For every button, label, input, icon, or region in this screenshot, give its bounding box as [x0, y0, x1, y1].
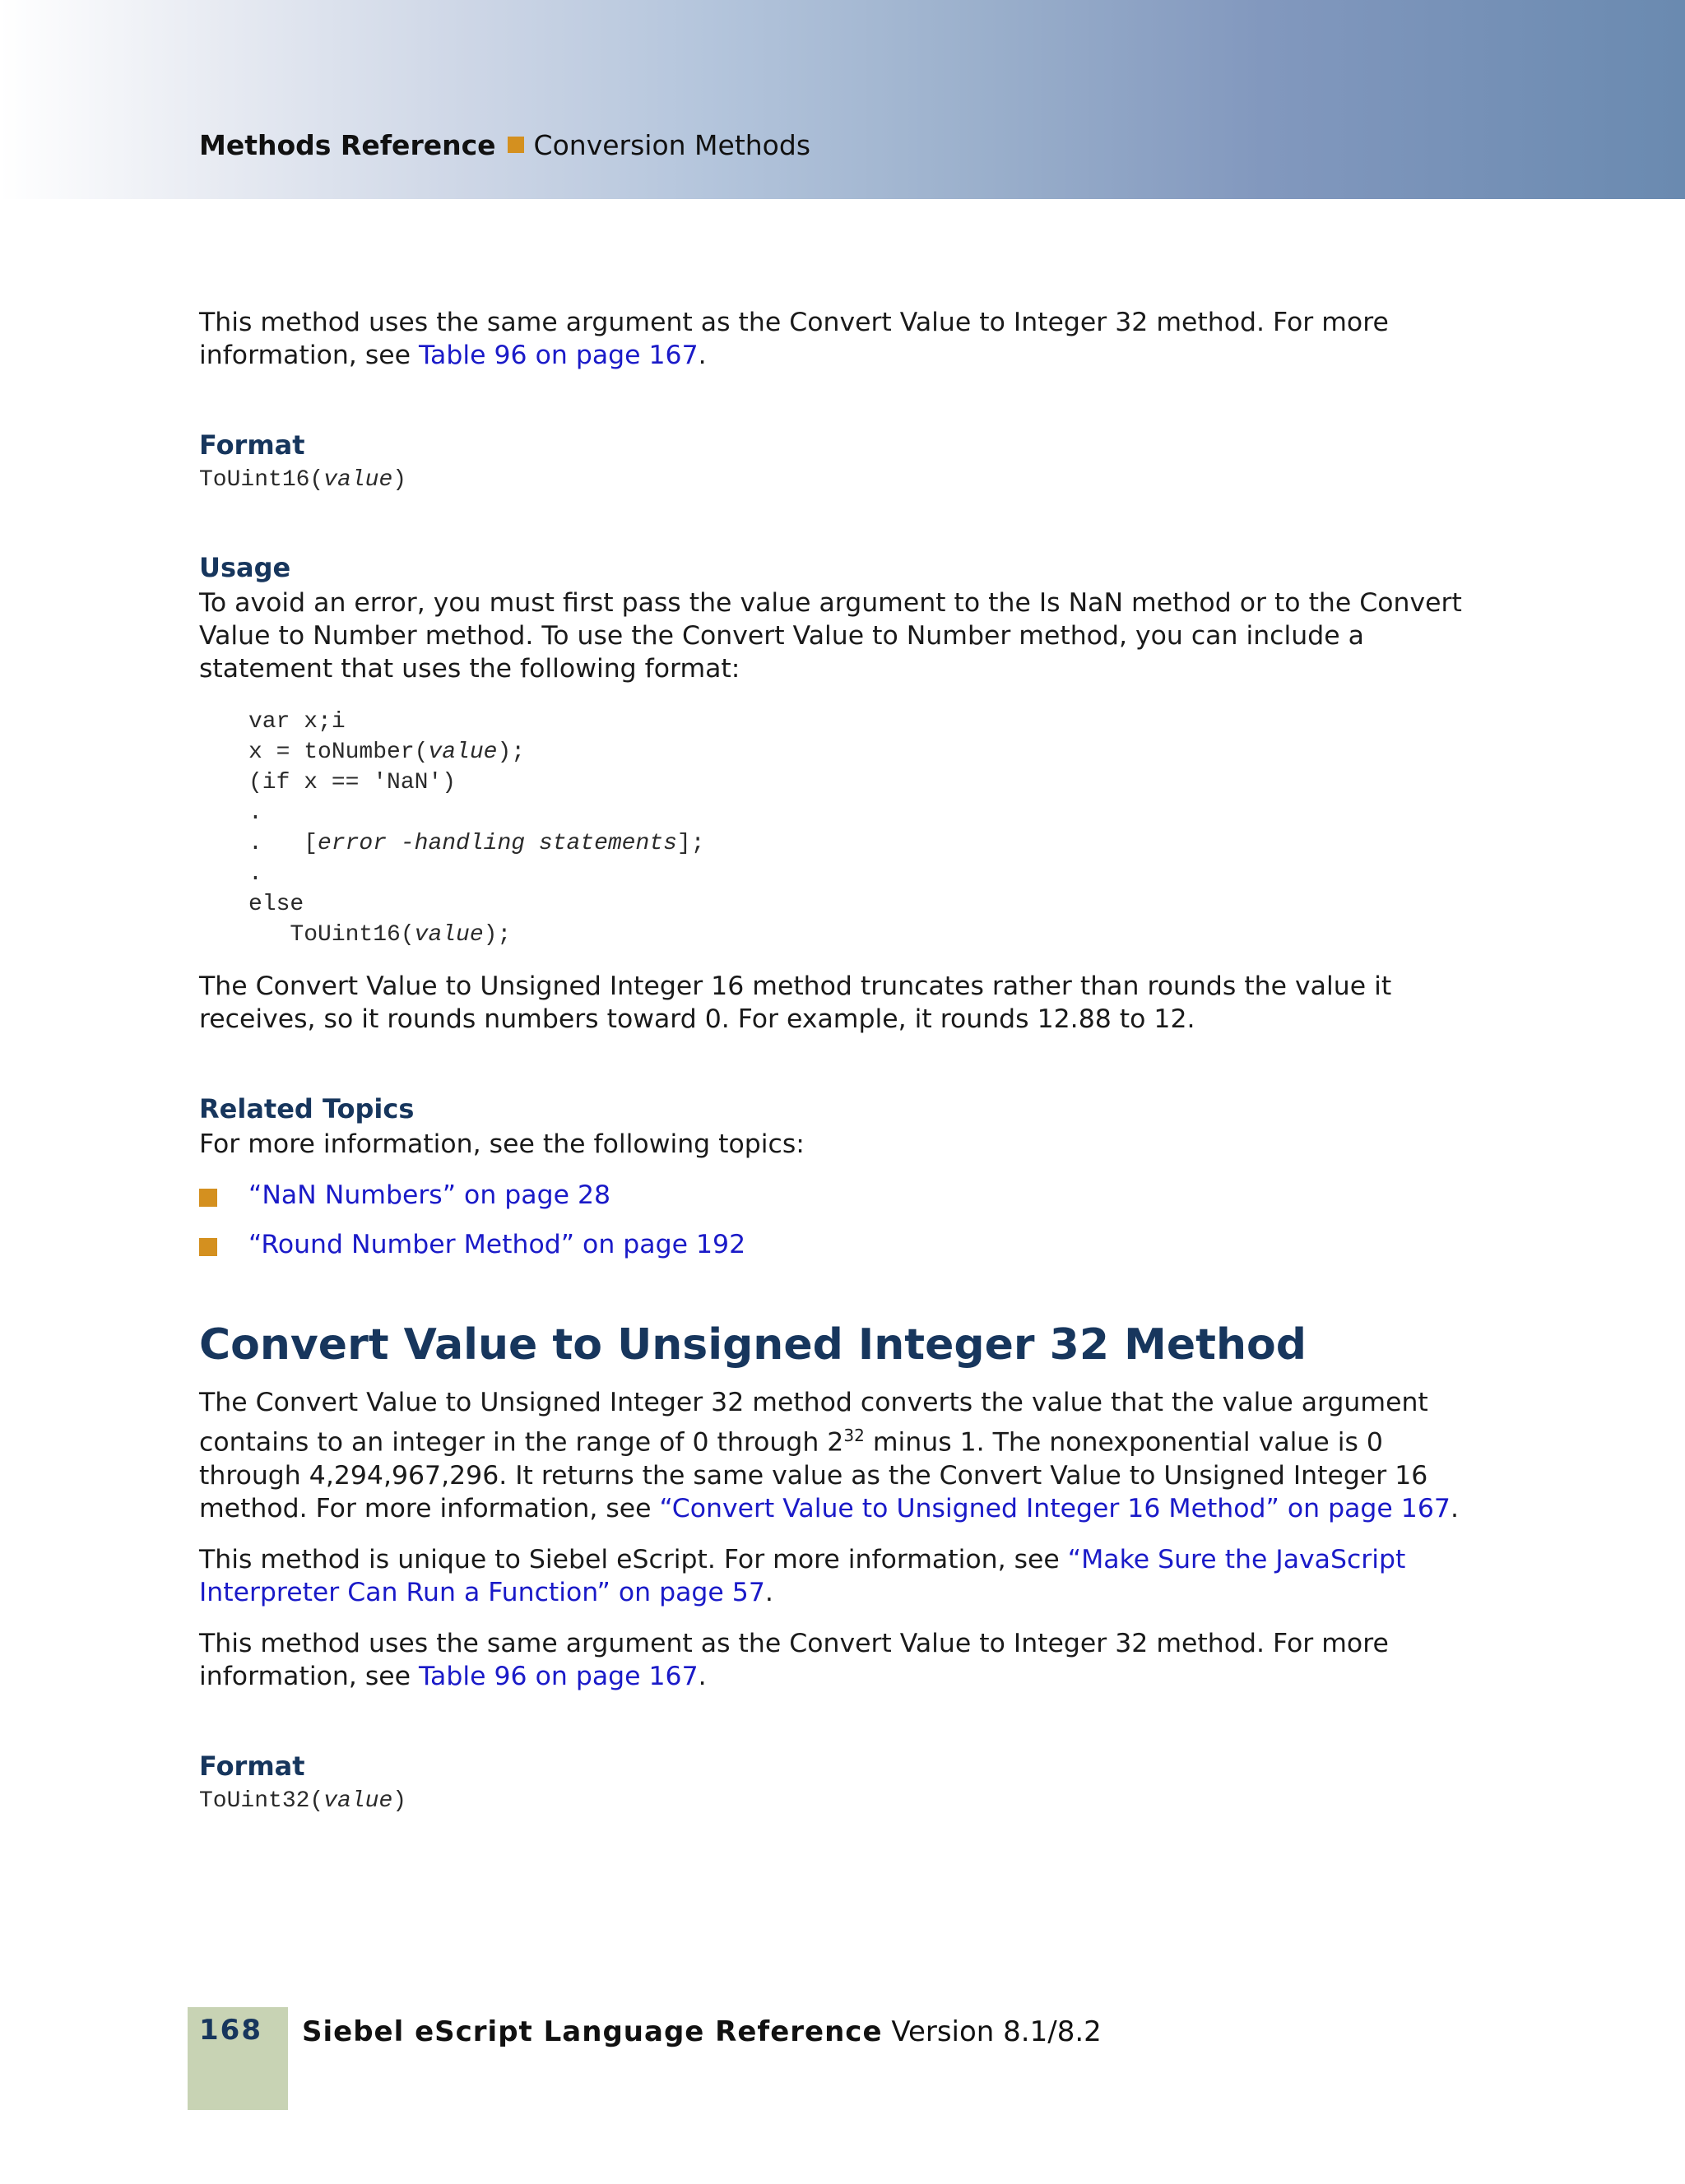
format-heading: Format	[199, 1750, 305, 1782]
running-head-section: Methods Reference	[199, 129, 496, 161]
related-topics-list	[199, 1179, 1491, 1261]
code-line: .	[248, 800, 262, 826]
square-bullet-icon	[199, 1189, 217, 1207]
code-line: ToUint16(value);	[248, 922, 512, 948]
code-line: . [error -handling statements];	[248, 831, 705, 856]
square-bullet-icon	[508, 137, 524, 153]
code-example	[248, 707, 1491, 950]
running-head-subsection: Conversion Methods	[533, 129, 811, 161]
section-paragraph-1: The Convert Value to Unsigned Integer 32 method converts the value that the value argument contains to an integer in the range of 0 through $2^{32}$ minus 1. The nonexponential value is 0 through 4,294,967,296. It returns the same value as the Convert Value to Unsigned Integer 16 method. For more information, see “Convert Value to Unsigned Integer 16 Method” on page 167.	[199, 1388, 1459, 1523]
page-number: 168	[199, 2014, 262, 2047]
list-item	[199, 1179, 1491, 1212]
code-line: (if x == 'NaN')	[248, 770, 457, 795]
truncation-paragraph: The Convert Value to Unsigned Integer 16 method truncates rather than rounds the value it receives, so it rounds numbers toward 0. For example, it rounds 12.88 to 12.	[199, 971, 1392, 1034]
table-96-link[interactable]: Table 96 on page 167	[419, 1661, 699, 1691]
section-paragraph-3: This method uses the same argument as the Convert Value to Integer 32 method. For more information, see Table 96 on page 167.	[199, 1628, 1389, 1691]
nan-numbers-link[interactable]: “NaN Numbers” on page 28	[248, 1180, 611, 1210]
page-content	[199, 306, 1491, 1814]
running-head	[199, 129, 810, 161]
section-title: Convert Value to Unsigned Integer 32 Method	[199, 1320, 1307, 1370]
code-line: .	[248, 861, 262, 887]
format-heading: Format	[199, 429, 305, 461]
square-bullet-icon	[199, 1238, 217, 1256]
usage-heading: Usage	[199, 552, 291, 583]
format-syntax: ToUint32(value)	[199, 1788, 407, 1814]
related-topics-heading: Related Topics	[199, 1093, 415, 1124]
code-line: var x;i	[248, 709, 346, 735]
code-line: x = toNumber(value);	[248, 740, 526, 765]
format-syntax: ToUint16(value)	[199, 467, 407, 493]
footer-title: Siebel eScript Language Reference Version 8.1/8.2	[302, 2015, 1102, 2048]
code-line: else	[248, 892, 304, 917]
header-band	[0, 0, 1685, 199]
table-96-link[interactable]: Table 96 on page 167	[419, 341, 699, 370]
intro-paragraph: This method uses the same argument as the Convert Value to Integer 32 method. For more information, see Table 96 on page 167.	[199, 308, 1389, 370]
usage-paragraph: To avoid an error, you must first pass the value argument to the Is NaN method or to the Convert Value to Number method. To use the Convert Value to Number method, you can include a statement that uses the following format:	[199, 588, 1462, 684]
section-paragraph-2: This method is unique to Siebel eScript. For more information, see “Make Sure the JavaScript Interpreter Can Run a Function” on page 57.	[199, 1544, 1406, 1607]
round-number-method-link[interactable]: “Round Number Method” on page 192	[248, 1230, 746, 1259]
uint16-method-link[interactable]: “Convert Value to Unsigned Integer 16 Method” on page 167	[659, 1493, 1451, 1523]
list-item	[199, 1228, 1491, 1261]
javascript-interpreter-link[interactable]: “Make Sure the JavaScript Interpreter Can Run a Function” on page 57	[199, 1544, 1406, 1607]
related-topics-text: For more information, see the following topics:	[199, 1129, 805, 1159]
